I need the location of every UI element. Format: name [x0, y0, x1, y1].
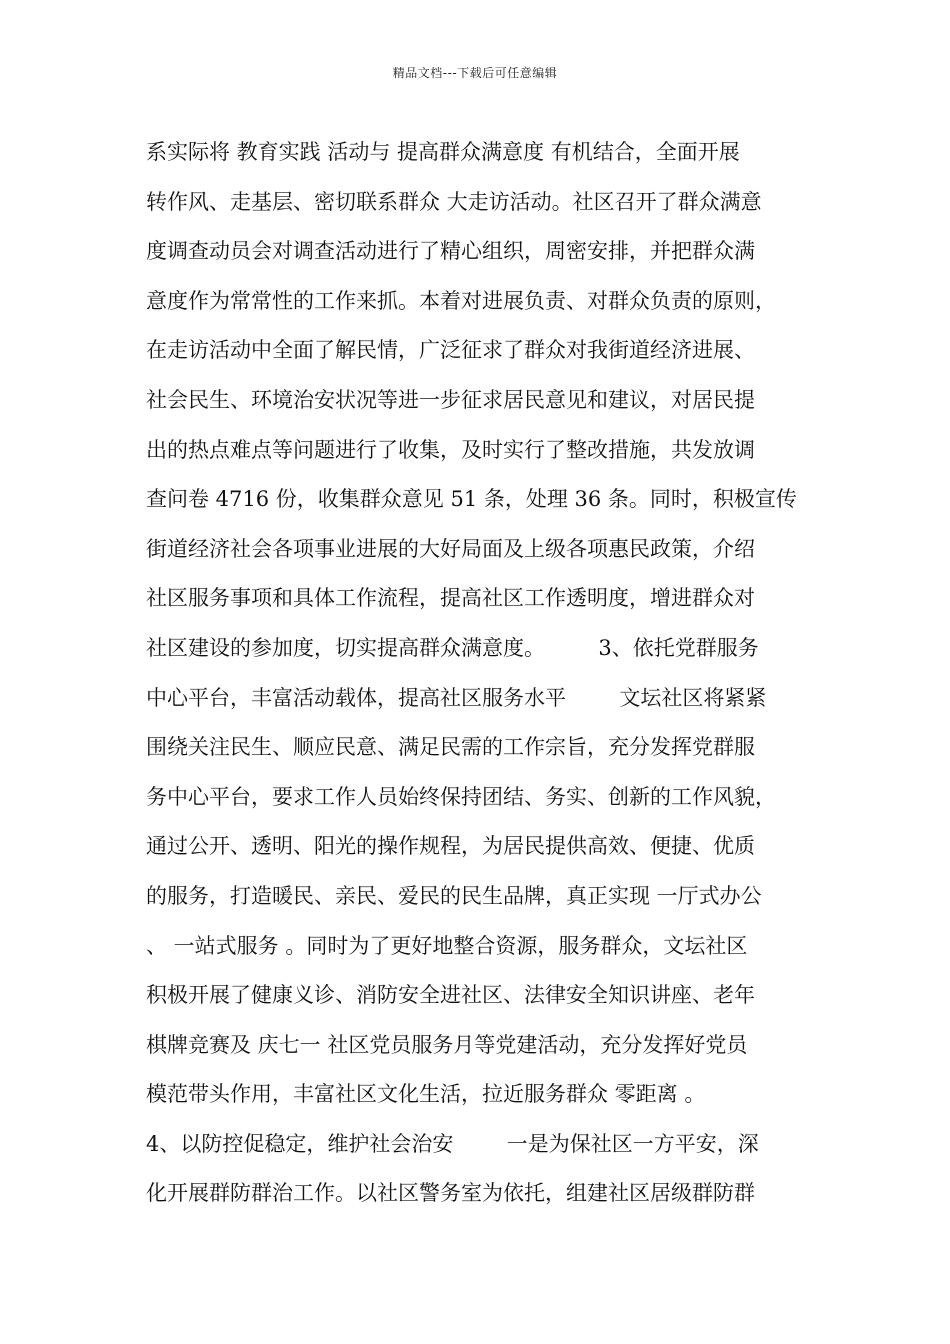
text-line: 通过公开、透明、阳光的操作规程，为居民提供高效、便捷、优质	[146, 834, 755, 859]
text-line: 化开展群防群治工作。以社区警务室为依托，组建社区居级群防群	[146, 1181, 755, 1206]
text-line: 社会民生、环境治安状况等进一步征求居民意见和建议，对居民提	[146, 387, 755, 412]
document-body	[146, 128, 826, 1219]
text-line: 街道经济社会各项事业进展的大好局面及上级各项惠民政策，介绍	[146, 536, 755, 561]
text-line: 中心平台，丰富活动载体，提高社区服务水平 文坛社区将紧紧	[146, 685, 767, 710]
text-line: 的服务，打造暖民、亲民、爱民的民生品牌，真正实现 一厅式办公	[146, 883, 762, 908]
text-line: 棋牌竞赛及 庆七一 社区党员服务月等党建活动，充分发挥好党员	[146, 1032, 748, 1057]
text-line: 意度作为常常性的工作来抓。本着对进展负责、对群众负责的原则，	[146, 288, 776, 313]
text-line: 务中心平台，要求工作人员始终保持团结、务实、创新的工作风貌，	[146, 784, 776, 809]
page-header: 精品文档---下载后可任意编辑	[392, 66, 558, 80]
text-line: 出的热点难点等问题进行了收集，及时实行了整改措施，共发放调	[146, 437, 755, 462]
text-line: 查问卷 4716 份，收集群众意见 51 条，处理 36 条。同时，积极宣传	[146, 487, 797, 512]
text-line: 模范带头作用，丰富社区文化生活，拉近服务群众 零距离 。	[146, 1082, 706, 1107]
text-line: 度调查动员会对调查活动进行了精心组织，周密安排，并把群众满	[146, 239, 755, 264]
text-line: 、 一站式服务 。同时为了更好地整合资源，服务群众，文坛社区	[146, 933, 748, 958]
text-line: 转作风、走基层、密切联系群众 大走访活动。社区召开了群众满意	[146, 189, 762, 214]
text-line: 围绕关注民生、顺应民意、满足民需的工作宗旨，充分发挥党群服	[146, 735, 755, 760]
text-line: 4、以防控促稳定，维护社会治安 一是为保社区一方平安，深	[146, 1131, 759, 1156]
text-line: 在走访活动中全面了解民情，广泛征求了群众对我街道经济进展、	[146, 338, 755, 363]
text-line: 积极开展了健康义诊、消防安全进社区、法律安全知识讲座、老年	[146, 983, 755, 1008]
text-line: 社区服务事项和具体工作流程，提高社区工作透明度，增进群众对	[146, 586, 755, 611]
text-line: 系实际将 教育实践 活动与 提高群众满意度 有机结合，全面开展	[146, 140, 740, 164]
text-line: 社区建设的参加度，切实提高群众满意度。 3、依托党群服务	[146, 635, 759, 660]
